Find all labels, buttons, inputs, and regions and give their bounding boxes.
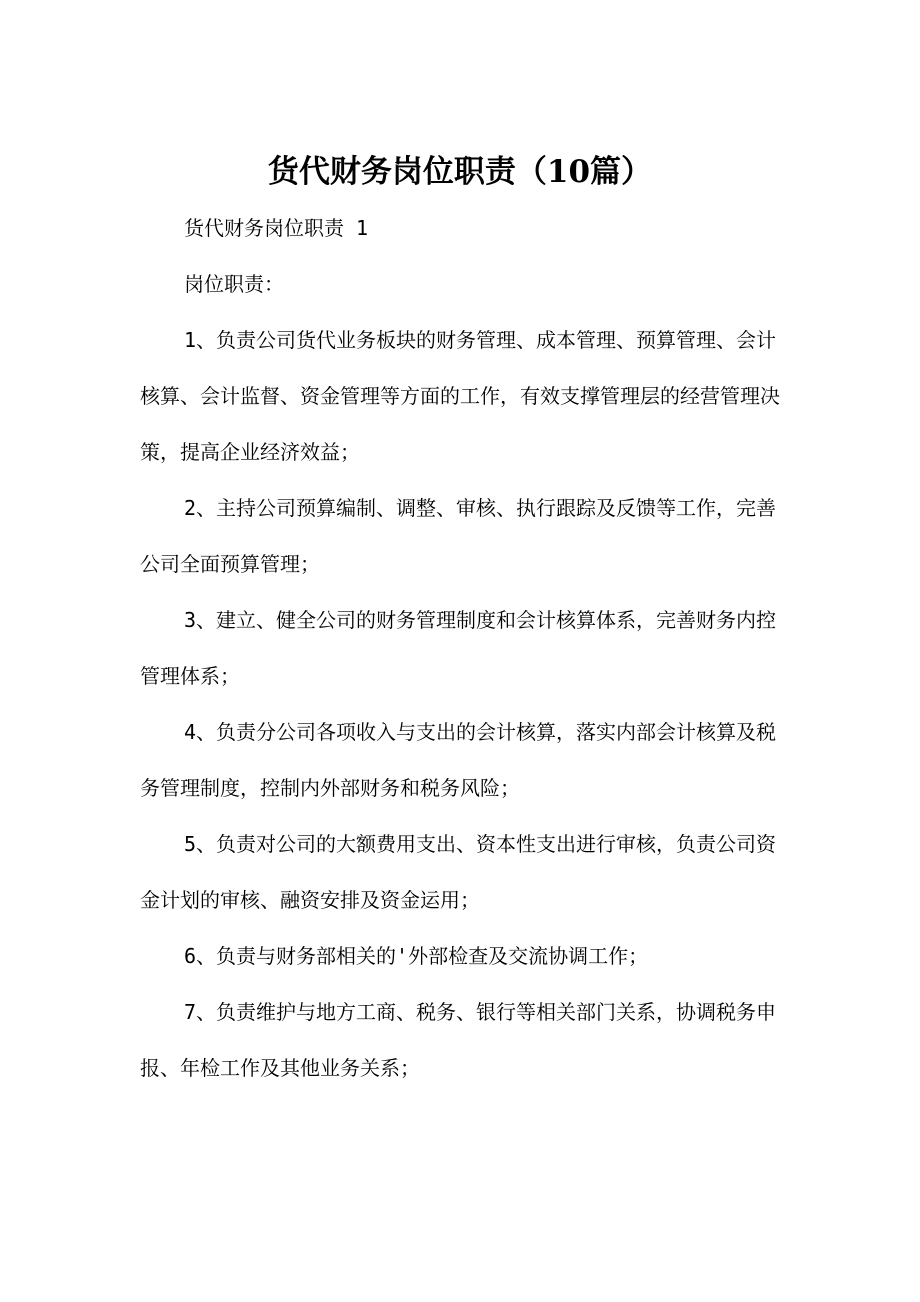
section-heading: 货代财务岗位职责 1	[184, 216, 369, 240]
duty-item-1: 1、负责公司货代业务板块的财务管理、成本管理、预算管理、会计核算、会计监督、资金管理等方面的工作，有效支撑管理层的经营管理决策，提高企业经济效益；	[140, 328, 780, 464]
duty-item-5: 5、负责对公司的大额费用支出、资本性支出进行审核，负责公司资金计划的审核、融资安排及资金运用；	[140, 832, 777, 912]
subheading: 岗位职责：	[184, 272, 284, 296]
document-body	[140, 200, 780, 1096]
duty-item-4: 4、负责分公司各项收入与支出的会计核算，落实内部会计核算及税务管理制度，控制内外部财务和税务风险；	[140, 720, 777, 800]
document-title: 货代财务岗位职责（10篇）	[267, 154, 653, 190]
duty-item-6: 6、负责与财务部相关的'外部检查及交流协调工作；	[184, 944, 649, 968]
duty-item-7: 7、负责维护与地方工商、税务、银行等相关部门关系，协调税务申报、年检工作及其他业务关系；	[140, 1000, 777, 1080]
duty-item-2: 2、主持公司预算编制、调整、审核、执行跟踪及反馈等工作，完善公司全面预算管理；	[140, 496, 777, 576]
duty-item-3: 3、建立、健全公司的财务管理制度和会计核算体系，完善财务内控管理体系；	[140, 608, 777, 688]
